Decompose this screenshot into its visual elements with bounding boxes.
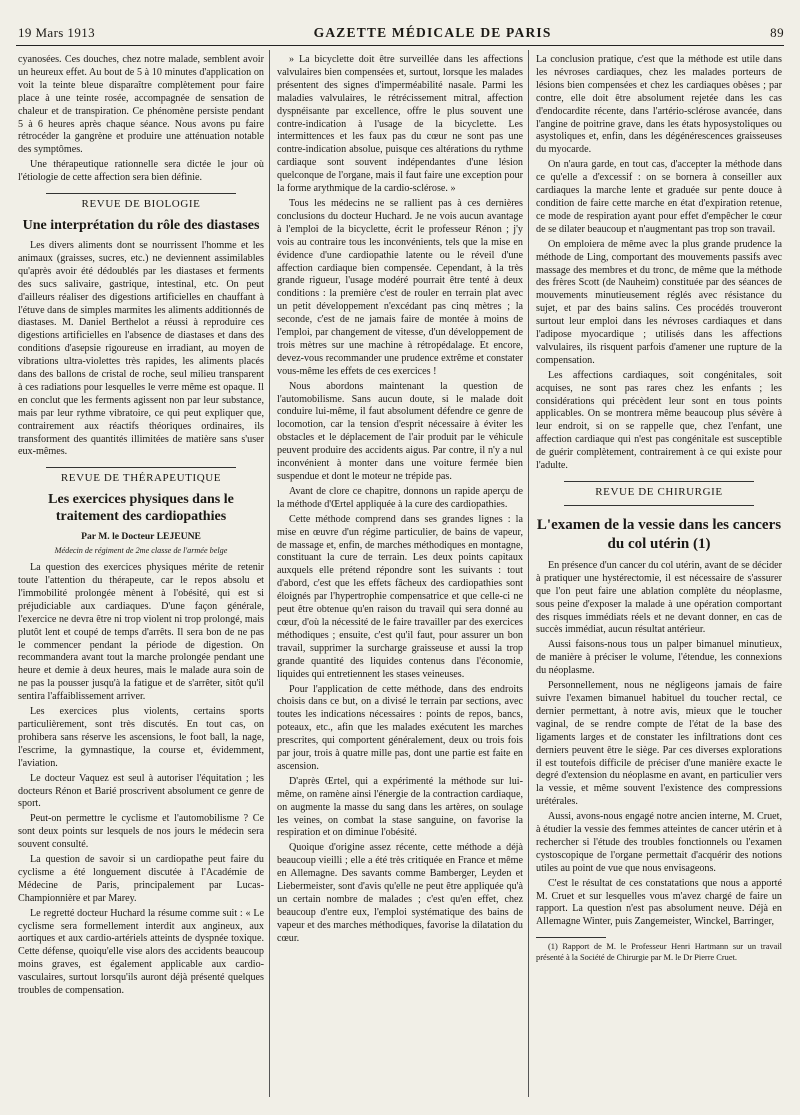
page-number: 89	[770, 25, 784, 40]
paragraph: Aussi, avons-nous engagé notre ancien interne, M. Cruet, à étudier la vessie des femmes atteintes de cancer utérin et à rechercher si l'étude des troubles fonctionnels ou l'examen cystoscopique de l'organe permettait d'acquérir des notions utiles au point de vue que nous envisageons.	[536, 811, 782, 874]
paragraph: En présence d'un cancer du col utérin, avant de se décider à pratiquer une hystérectomie, il est nécessaire de s'assurer que l'on peut faire une ablation complète du néoplasme, sous peine d'exposer la malade à une opération comportant des risques immédiats réels et ne devant donner, en cas de succès immédiat, aucun résultat antérieur.	[536, 559, 782, 636]
header-date: 19 Mars 1913	[18, 25, 96, 40]
author-role: Médecin de régiment de 2me classe de l'armée belge	[54, 546, 228, 556]
section-rule	[564, 505, 754, 506]
section-heading-biologie: REVUE DE BIOLOGIE	[81, 198, 201, 211]
paragraph: La question de savoir si un cardiopathe peut faire du cyclisme a été longuement discutée à l'Académie de Médecine de Paris, principalement par Lucas-Championnière et par Marey.	[18, 854, 264, 904]
paragraph: Pour l'application de cette méthode, dans des endroits choisis dans ce but, on a divisé le terrain par sections, avec toutes les indications nécessaires : points de repos, bancs, poteaux, etc., afin que les malades exécutent les marches prescrites, qui comportent généralement, deux ou trois fois par jour, trois à quatre mille pas, dont une partie est faite en ascension.	[277, 683, 523, 772]
paragraph: Une thérapeutique rationnelle sera dictée le jour où l'étiologie de cette affection sera bien définie.	[18, 159, 264, 184]
paragraph: Avant de clore ce chapitre, donnons un rapide aperçu de la méthode d'Œrtel appliquée à la cure des cardiopathies.	[277, 485, 523, 510]
paragraph: Peut-on permettre le cyclisme et l'automobilisme ? Ce sont deux points sur lesquels de nos jours le médecin sera souvent consulté.	[18, 813, 264, 851]
paragraph: Les affections cardiaques, soit congénitales, soit acquises, ne sont pas rares chez les enfants ; les considérations qui précèdent leur sont en tous points applicables. On se montrera même beaucoup plus sévère à leur endroit, si on se rappelle que, chez l'enfant, une affection cardiaque qui n'est pas congénitale est susceptible de guérir complètement, contrairement à ce qui existe pour l'adulte.	[536, 369, 782, 472]
paragraph: Tous les médecins ne se rallient pas à ces dernières conclusions du docteur Huchard. Je ne vois aucun avantage à l'emploi de la bicyclette, écrit le professeur Rénon ; j'y vois au contraire tous les inconvénients, tels que la mise en évidence d'une cardiopathie latente ou le réveil d'une affection cardiaque bien compensée. Cependant, à la très grande rigueur, l'usage modéré pourrait être tenté à deux conditions : la première c'est de rouler en terrain plat avec un petit développement n'excédant pas cinq mètres ; la seconde, c'est de ne jamais faire de montée à moins de l'emploi, par changement de vitesse, d'un développement de trois mètres sur une machine à rétropédalage. Et encore, devez-vous recommander une prudence extrême et constater vous-même les effets de ces exercices !	[277, 197, 523, 377]
article-title-cardiopathies: Les exercices physiques dans le traitement des cardiopathies	[48, 492, 234, 525]
paragraph: Le regretté docteur Huchard la résume comme suit : « Le cyclisme sera formellement interdit aux angineux, aux aortiques et aux cardio-artériels atteints de dyspnée toxique. Cette défense, quoiqu'elle vise alors des accidents beaucoup moins graves, est également applicable aux cardio-vasculaires, surtout lorsqu'ils auront déjà présenté quelques troubles de compensation.	[18, 907, 264, 997]
paragraph: La conclusion pratique, c'est que la méthode est utile dans les névroses cardiaques, chez les malades porteurs de lésions bien compensées et chez les cardiaques obèses ; par contre, elle doit être absolument rejetée dans les cas d'endocardite récente, dans l'artério-sclérose avancée, dans l'angine de poitrine grave, dans les états hyposystoliques ou asystoliques et, enfin, dans les dégénérescences graisseuses du myocarde.	[536, 54, 782, 156]
paragraph: On n'aura garde, en tout cas, d'accepter la méthode dans ce qu'elle a d'excessif : on se bornera à conseiller aux cardiaques la marche lente et graduée sur pente douce à condition de faire cette marche en état d'expiration retenue, ce mode de respiration ayant pour effet d'empêcher le cœur de se dilater beaucoup et n'augmentant pas trop son travail.	[536, 159, 782, 235]
paragraph: D'après Œrtel, qui a expérimenté la méthode sur lui-même, on ramène ainsi l'énergie de la contraction cardiaque, on augmente la masse du sang dans les artères, on soulage les veines, on combat la stase sanguine, on favorise la respiration et on diminue l'obésité.	[277, 775, 523, 839]
paragraph: Le docteur Vaquez est seul à autoriser l'équitation ; les docteurs Rénon et Barié proscrivent absolument ce genre de sport.	[18, 772, 264, 810]
page-header	[18, 22, 784, 44]
header-rule	[16, 45, 784, 46]
journal-title: GAZETTE MÉDICALE DE PARIS	[313, 25, 552, 40]
paragraph: Personnellement, nous ne négligeons jamais de faire suivre l'examen bimanuel habituel du toucher rectal, ce dernier permettant, à notre avis, mieux que le toucher vaginal, de se rendre compte de l'état de la base des ligaments larges et de constater les infiltrations dont ces derniers peuvent être le siège. Par ces diverses explorations il est toutefois difficile de préciser d'une manière exacte le degré d'extension du néoplasme en avant, en particulier vers la vessie, et même souvent l'existence des compressions urétérales.	[536, 680, 782, 808]
paragraph: Les exercices plus violents, certains sports particulièrement, sont très discutés. En tout cas, on prohibera sans réserve les ascensions, le foot ball, la nage, l'escrime, la gymnastique, la course et, évidemment, l'aviation.	[18, 706, 264, 769]
column-1	[18, 54, 264, 1097]
footnote-rule	[536, 937, 606, 938]
paragraph: Aussi faisons-nous tous un palper bimanuel minutieux, de manière à préciser le volume, l'étendue, les connexions du néoplasme.	[536, 639, 782, 677]
column-divider	[269, 50, 270, 1097]
section-rule	[564, 481, 754, 482]
paragraph: Nous abordons maintenant la question de l'automobilisme. Sans aucun doute, si le malade doit conduire lui-même, il faut absolument défendre ce genre de locomotion, car la tension d'esprit nécessaire à éviter les obstacles et le déplacement de l'air produit par le véhicule peuvent produire des accidents aigus. Par contre, il n'y a nul inconvénient à monter dans une voiture fermée bien suspendue et dont le moteur ne trépide pas.	[277, 380, 523, 482]
paragraph: Cette méthode comprend dans ses grandes lignes : la mise en œuvre d'un régime particulier, de bains de vapeur, de massage et, enfin, de marches méthodiques en montagne, constituant la cure de terrain. Les deux points capitaux auxquels elle prétend répondre sont les suivants : tout d'abord, c'est que les effets fâcheux des cardiopathies sont éloignés par l'hypertrophie compensatrice et que celle-ci ne peut être obtenue qu'en raison du travail qui sera donné au cœur, d'où la nécessité de le faire travailler par des exercices méthodiques ; ensuite, c'est qu'il faut, pour assurer un bon travail, supprimer la surcharge graisseuse et aussi la trop grande quantité des liquides contenus dans l'économie, liquides qui entretiennent les stases veineuses.	[277, 513, 523, 680]
paragraph: La question des exercices physiques mérite de retenir toute l'attention du thérapeute, car le repos absolu et l'immobilité prolongée mènent à l'obésité, qui est si préjudiciable aux cardiaques. D'une façon générale, l'exercice ne devra être ni trop violent ni trop prolongé, mais plutôt lent et coupé de temps d'arrêts. Il sera bon de ne pas le commencer pendant la période de digestion. On recommandera avant tout la marche prolongée pendant une heure et demie à deux heures, mais le malade aura soin de ne pas la pousser jusqu'à la fatigue et de s'arrêter, sitôt qu'il sentira l'affaiblissement arriver.	[18, 562, 264, 703]
section-heading-chirurgie: REVUE DE CHIRURGIE	[595, 486, 723, 498]
paragraph: cyanosées. Ces douches, chez notre malade, semblent avoir un heureux effet. Au bout de 5 à 10 minutes d'application on voit la teinte bleue disparaître complètement pour faire place à une teinte rosée, accompagnée de sensation de chaleur et de transpiration. Ce phénomène persiste pendant 5 à 6 heures après chaque séance. Nous avons pu faire rétrocéder la gangrène et produire une atténuation notable des symptômes.	[18, 54, 264, 156]
section-rule	[46, 193, 236, 194]
column-2	[277, 54, 523, 1097]
section-heading-therapeutique: REVUE DE THÉRAPEUTIQUE	[60, 472, 222, 485]
footnote: (1) Rapport de M. le Professeur Henri Hartmann sur un travail présenté à la Société de Chirurgie par M. le Dr Pierre Cruet.	[536, 942, 782, 962]
paragraph: C'est le résultat de ces constatations que nous a apporté M. Cruet et sur lesquelles vous m'avez chargé de faire un rapport. La question n'est pas absolument neuve. Déjà en Allemagne Winter, puis Zangemeister, Winckel, Barringer,	[536, 877, 782, 928]
paragraph: » La bicyclette doit être surveillée dans les affections valvulaires bien compensées et, surtout, lorsque les malades présentent des signes d'imperméabilité nasale. Parmi les maladies valvulaires, le rétrécissement mitral, affection dyspnéisante par excellence, offre le plus souvent une contre-indication à l'usage de la bicyclette. Les intermittences et les faux pas du cœur ne sont pas une contre-indication absolue, puisque ces altérations du rythme cardiaque sont souvent indépendantes d'une lésion quelconque de l'organe, mais il faut faire une exception pour la forme arythmique de la cardio-sclérose. »	[277, 54, 523, 195]
paragraph: Les divers aliments dont se nourrissent l'homme et les animaux (graisses, sucres, etc.) ne deviennent assimilables qu'après avoir été dédoublés par les diastases et ferments des sucs salivaire, gastrique, intestinal, etc. On peut d'ailleurs réaliser des digestions artificielles en chauffant à l'étuve dans de simples marmites les aliments additionnés de diastases. M. Daniel Berthelot a réussi à reproduire ces digestions artificielles en l'absence de diastases et dans des conditions d'asepsie rigoureuse en irradiant, au moyen de vibrations ultra-violettes très rapides, les aliments placés dans des ballons de cristal de roche, seul milieu transparent à ces radiations pour lesquelles le verre même est opaque. Il en conclut que les ferments agissent non par leur substance, mais par leur rythme vibratoire, ce qui peut expliquer que, contrairement aux réactifs théoriques ordinaires, ils transforment des quantités illimitées de matière sans s'user eux-mêmes.	[18, 239, 264, 458]
paragraph: Quoique d'origine assez récente, cette méthode a déjà beaucoup vieilli ; elle a été très critiquée en France et même en Allemagne. Des savants comme Bamberger, Leyden et Liebermeister, sont d'avis qu'elle ne peut être appliquée qu'à un certain nombre de malades ; c'est qu'en effet, chez beaucoup d'entre eux, l'emploi systématique des bains de vapeur et des marches méthodiques, favorise la dilatation du cœur.	[277, 842, 523, 944]
paragraph: On emploiera de même avec la plus grande prudence la méthode de Ling, comportant des mouvements passifs avec massage des membres et du tronc, de même que la méthode des frères Scott (de Nauheim) constituée par des séances de mouvements minutieusement réglés avec résistance du sujet, et par des bains salins. Ces procédés trouveront surtout leur emploi dans les névroses cardiaques et dans l'adipose myocardique ; utilisés dans les affections valvulaires, ils risquent parfois d'amener une rupture de la compensation.	[536, 238, 782, 366]
column-divider	[528, 50, 529, 1097]
section-rule	[46, 467, 236, 468]
column-3	[536, 54, 782, 1097]
article-title-vessie: L'examen de la vessie dans les cancers du col utérin (1)	[536, 516, 782, 552]
article-title-diastases: Une interprétation du rôle des diastases	[22, 217, 260, 233]
author-byline: Par M. le Docteur LEJEUNE	[81, 531, 201, 543]
